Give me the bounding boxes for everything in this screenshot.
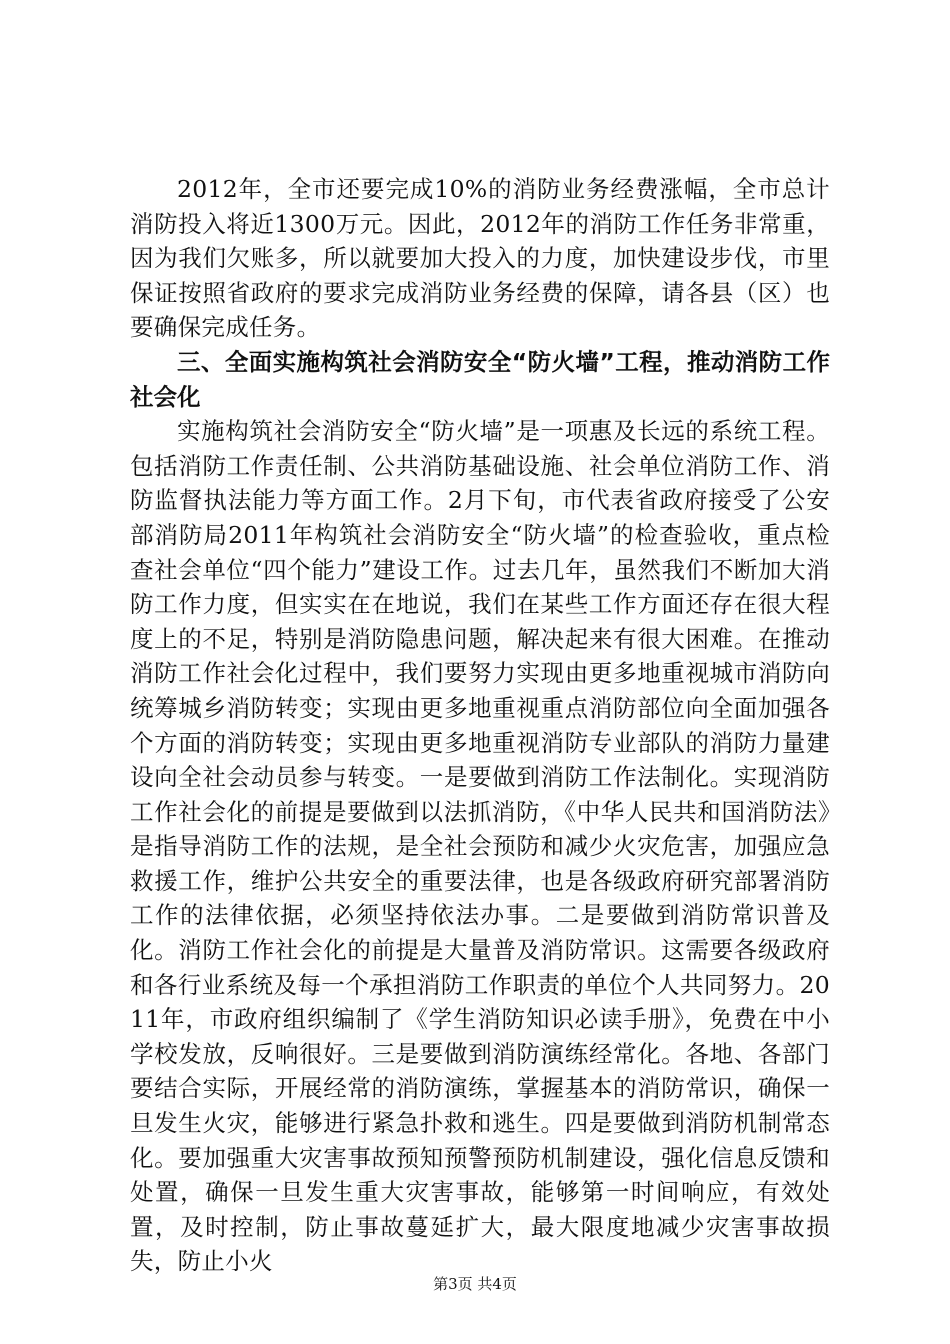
document-body (130, 172, 830, 1279)
page-footer: 第3页 共4页 (433, 1275, 517, 1293)
section-heading: 三、全面实施构筑社会消防安全“防火墙”工程，推动消防工作社会化 (130, 347, 830, 411)
paragraph-funding: 2012年，全市还要完成10%的消防业务经费涨幅，全市总计消防投入将近1300万元。因此，2012年的消防工作任务非常重，因为我们欠账多，所以就要加大投入的力度，加快建设步伐，市里保证按照省政府的要求完成消防业务经费的保障，请各县（区）也要确保完成任务。 (130, 175, 830, 342)
paragraph-firewall-project: 实施构筑社会消防安全“防火墙”是一项惠及长远的系统工程。包括消防工作责任制、公共消防基础设施、社会单位消防工作、消防监督执法能力等方面工作。2月下旬，市代表省政府接受了公安部消防局2011年构筑社会消防安全“防火墙”的检查验收，重点检查社会单位“四个能力”建设工作。过去几年，虽然我们不断加大消防工作力度，但实实在在地说，我们在某些工作方面还存在很大程度上的不足，特别是消防隐患问题，解决起来有很大困难。在推动消防工作社会化过程中，我们要努力实现由更多地重视城市消防向统筹城乡消防转变；实现由更多地重视重点消防部位向全面加强各个方面的消防转变；实现由更多地重视消防专业部队的消防力量建设向全社会动员参与转变。一是要做到消防工作法制化。实现消防工作社会化的前提是要做到以法抓消防，《中华人民共和国消防法》是指导消防工作的法规，是全社会预防和减少火灾危害，加强应急救援工作，维护公共安全的重要法律，也是各级政府研究部署消防工作的法律依据，必须坚持依法办事。二是要做到消防常识普及化。消防工作社会化的前提是大量普及消防常识。这需要各级政府和各行业系统及每一个承担消防工作职责的单位个人共同努力。2011年，市政府组织编制了《学生消防知识必读手册》，免费在中小学校发放，反响很好。三是要做到消防演练经常化。各地、各部门要结合实际，开展经常的消防演练，掌握基本的消防常识，确保一旦发生火灾，能够进行紧急扑救和逃生。四是要做到消防机制常态化。要加强重大灾害事故预知预警预防机制建设，强化信息反馈和处置，确保一旦发生重大灾害事故，能够第一时间响应，有效处置，及时控制，防止事故蔓延扩大，最大限度地减少灾害事故损失，防止小火 (130, 417, 830, 1276)
